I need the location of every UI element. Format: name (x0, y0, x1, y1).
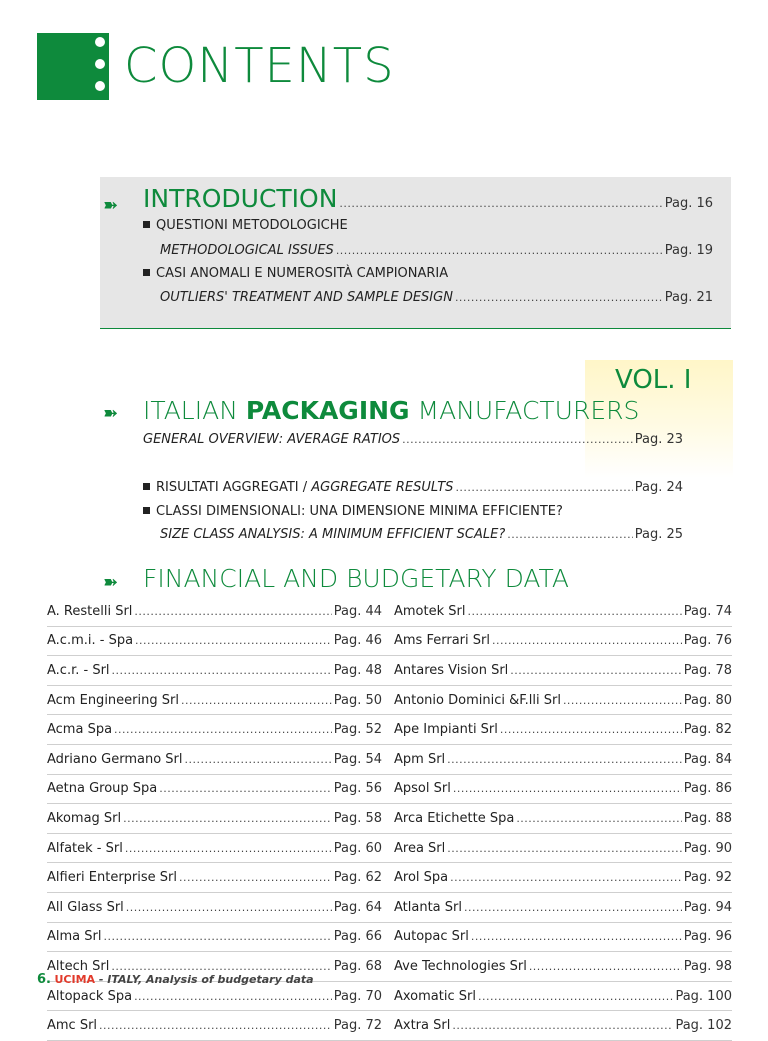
page-number: Pag. 92 (683, 870, 732, 886)
company-entry[interactable] (47, 841, 394, 856)
leader-dots (467, 605, 681, 618)
company-entry[interactable] (394, 663, 732, 678)
leader-dots (529, 960, 682, 973)
leader-dots (123, 812, 332, 825)
page-number: Pag. 54 (333, 751, 382, 767)
leader-dots (126, 901, 332, 914)
separator: / (298, 480, 312, 495)
entry-title: SIZE CLASS ANALYSIS: A MINIMUM EFFICIENT SCALE? (160, 527, 506, 542)
table-row (47, 1011, 732, 1041)
leader-dots (181, 694, 332, 707)
company-entry[interactable] (394, 959, 732, 974)
company-entry[interactable] (394, 900, 732, 915)
toc-entry-introduction[interactable] (143, 184, 713, 213)
page-number: Pag. 66 (333, 929, 382, 945)
leader-dots (114, 723, 332, 736)
section-title-financial: FINANCIAL AND BUDGETARY DATA (143, 564, 569, 593)
entry-title: METHODOLOGICAL ISSUES (160, 243, 334, 258)
leader-dots (99, 1019, 332, 1032)
company-entry[interactable] (394, 989, 732, 1004)
page-footer (37, 972, 314, 987)
entry-title-en: AGGREGATE RESULTS (311, 480, 454, 495)
toc-entry-aggregate[interactable] (143, 480, 683, 495)
company-name: Amc Srl (47, 1018, 98, 1034)
page-number: Pag. 88 (683, 810, 732, 826)
page-number: Pag. 74 (683, 603, 732, 619)
company-name: All Glass Srl (47, 899, 124, 915)
entry-title-it: RISULTATI AGGREGATI (156, 480, 299, 495)
company-name: Adriano Germano Srl (47, 751, 183, 767)
table-row (47, 745, 732, 775)
company-name: A.c.r. - Srl (47, 662, 110, 678)
toc-subentry-label: QUESTIONI METODOLOGICHE (143, 218, 348, 233)
page-number: Pag. 70 (333, 988, 382, 1004)
leader-dots (103, 930, 331, 943)
table-row (47, 804, 732, 834)
leader-dots (447, 842, 681, 855)
leader-dots (507, 528, 632, 541)
company-entry[interactable] (394, 929, 732, 944)
company-name: Alma Srl (47, 929, 102, 945)
company-entry[interactable] (394, 841, 732, 856)
page-number: Pag. 25 (634, 527, 683, 542)
bullet-icon (143, 507, 150, 514)
company-name: Amotek Srl (394, 603, 466, 619)
table-row (47, 863, 732, 893)
page-title: CONTENTS (124, 38, 395, 94)
leader-dots (111, 960, 331, 973)
page-number: Pag. 82 (683, 722, 732, 738)
page-number: Pag. 68 (333, 958, 382, 974)
footer-page-number: 6. (37, 972, 51, 987)
leader-dots (447, 753, 682, 766)
footer-caption: - ITALY, Analysis of budgetary data (95, 973, 314, 986)
page-number: Pag. 64 (333, 899, 382, 915)
leader-dots (478, 990, 673, 1003)
leader-dots (453, 782, 682, 795)
company-entry[interactable] (47, 900, 394, 915)
page-number: Pag. 100 (675, 988, 732, 1004)
leader-dots (339, 197, 662, 210)
page-number: Pag. 80 (683, 692, 732, 708)
page-number: Pag. 44 (333, 603, 382, 619)
leader-dots (471, 930, 682, 943)
leader-dots (159, 782, 331, 795)
bullet-icon (143, 269, 150, 276)
table-row (47, 627, 732, 657)
leader-dots (452, 1019, 673, 1032)
entry-title: GENERAL OVERVIEW: AVERAGE RATIOS (143, 432, 401, 447)
volume-label: VOL. I (615, 365, 692, 395)
page-number: Pag. 62 (333, 870, 382, 886)
binder-hole (95, 37, 105, 47)
company-entry[interactable] (47, 693, 394, 708)
company-entry[interactable] (47, 989, 394, 1004)
page-number: Pag. 46 (333, 633, 382, 649)
leader-dots (450, 871, 682, 884)
page-number: Pag. 48 (333, 662, 382, 678)
page-number: Pag. 50 (333, 692, 382, 708)
toc-subentry-label: CLASSI DIMENSIONALI: UNA DIMENSIONE MINIMA EFFICIENTE? (143, 504, 563, 519)
company-name: Antares Vision Srl (394, 662, 509, 678)
footer-brand: UCIMA (54, 973, 96, 986)
leader-dots (112, 664, 332, 677)
company-name: Ape Impianti Srl (394, 722, 498, 738)
company-entry[interactable] (394, 722, 732, 737)
company-name: Altopack Spa (47, 988, 133, 1004)
toc-subentry-label: CASI ANOMALI E NUMEROSITÀ CAMPIONARIA (143, 266, 448, 281)
leader-dots (135, 634, 332, 647)
arrow-icon: ➽ (103, 195, 115, 216)
page-number: Pag. 52 (333, 722, 382, 738)
page-number: Pag. 86 (683, 781, 732, 797)
company-entry[interactable] (394, 781, 732, 796)
company-entry[interactable] (47, 811, 394, 826)
entry-title: OUTLIERS' TREATMENT AND SAMPLE DESIGN (160, 290, 453, 305)
bullet-icon (143, 483, 150, 490)
table-row (47, 834, 732, 864)
table-row (47, 686, 732, 716)
company-entry[interactable] (47, 929, 394, 944)
toc-entry-overview[interactable] (143, 432, 683, 447)
bullet-icon (143, 221, 150, 228)
company-name: Akomag Srl (47, 810, 122, 826)
leader-dots (402, 433, 633, 446)
toc-entry-outliers[interactable] (160, 290, 713, 305)
leader-dots (455, 481, 632, 494)
company-name: Antonio Dominici &F.lli Srl (394, 692, 561, 708)
company-entry[interactable] (47, 1018, 394, 1033)
table-row (47, 893, 732, 923)
section-title-italian-packaging: ITALIAN PACKAGING MANUFACTURERS (143, 396, 640, 425)
company-entry[interactable] (47, 722, 394, 737)
leader-dots (492, 634, 682, 647)
company-entry[interactable] (394, 633, 732, 648)
company-name: Axomatic Srl (394, 988, 476, 1004)
leader-dots (179, 871, 332, 884)
page-number: Pag. 60 (333, 840, 382, 856)
leader-dots (134, 605, 331, 618)
company-name: Atlanta Srl (394, 899, 462, 915)
table-row (47, 775, 732, 805)
arrow-icon: ➽ (103, 572, 115, 593)
toc-entry-size-class[interactable] (160, 527, 683, 542)
company-name: A. Restelli Srl (47, 603, 133, 619)
page-number: Pag. 94 (683, 899, 732, 915)
page-number: Pag. 72 (333, 1018, 382, 1034)
company-name: Autopac Srl (394, 929, 469, 945)
company-name: Acma Spa (47, 722, 113, 738)
company-entry[interactable] (47, 752, 394, 767)
arrow-icon: ➽ (103, 403, 115, 424)
company-name: A.c.m.i. - Spa (47, 633, 134, 649)
company-name: Apm Srl (394, 751, 446, 767)
page-number: Pag. 19 (664, 243, 713, 258)
leader-dots (125, 842, 332, 855)
binder-hole (95, 59, 105, 69)
leader-dots (563, 694, 682, 707)
leader-dots (464, 901, 682, 914)
table-row (47, 597, 732, 627)
company-name: Ave Technologies Srl (394, 958, 527, 974)
company-name: Alfatek - Srl (47, 840, 123, 856)
page-number: Pag. 56 (333, 781, 382, 797)
page-number: Pag. 96 (683, 929, 732, 945)
company-entry[interactable] (394, 693, 732, 708)
company-entry[interactable] (394, 870, 732, 885)
company-name: Area Srl (394, 840, 446, 856)
page-number: Pag. 90 (683, 840, 732, 856)
toc-entry-methodological[interactable] (160, 243, 713, 258)
page-number: Pag. 21 (664, 290, 713, 305)
page-number: Pag. 24 (634, 480, 683, 495)
page-number: Pag. 84 (683, 751, 732, 767)
company-name: Ams Ferrari Srl (394, 633, 490, 649)
leader-dots (455, 291, 663, 304)
company-name: Arca Etichette Spa (394, 810, 515, 826)
company-name: Acm Engineering Srl (47, 692, 179, 708)
page-number: Pag. 58 (333, 810, 382, 826)
company-name: Apsol Srl (394, 781, 451, 797)
page-number: Pag. 102 (675, 1018, 732, 1034)
company-entry[interactable] (394, 604, 732, 619)
page-number: Pag. 78 (683, 662, 732, 678)
leader-dots (185, 753, 332, 766)
company-entry[interactable] (47, 633, 394, 648)
company-name: Altech Srl (47, 958, 110, 974)
leader-dots (336, 244, 663, 257)
company-entry[interactable] (394, 1018, 732, 1033)
binder-hole (95, 81, 105, 91)
company-name: Axtra Srl (394, 1018, 451, 1034)
page-number: Pag. 23 (634, 432, 683, 447)
company-name: Aetna Group Spa (47, 781, 158, 797)
table-row (47, 656, 732, 686)
page-number: Pag. 16 (664, 196, 713, 211)
leader-dots (510, 664, 681, 677)
company-entry[interactable] (394, 811, 732, 826)
company-entry[interactable] (47, 663, 394, 678)
table-row (47, 923, 732, 953)
company-name: Arol Spa (394, 870, 449, 886)
page-number: Pag. 76 (683, 633, 732, 649)
leader-dots (516, 812, 681, 825)
leader-dots (134, 990, 332, 1003)
table-row (47, 715, 732, 745)
leader-dots (500, 723, 682, 736)
company-name: Alfieri Enterprise Srl (47, 870, 177, 886)
company-entry[interactable] (47, 781, 394, 796)
company-entry[interactable] (394, 752, 732, 767)
company-entry[interactable] (47, 870, 394, 885)
page-number: Pag. 98 (683, 958, 732, 974)
introduction-title: INTRODUCTION (143, 184, 338, 213)
company-entry[interactable] (47, 604, 394, 619)
